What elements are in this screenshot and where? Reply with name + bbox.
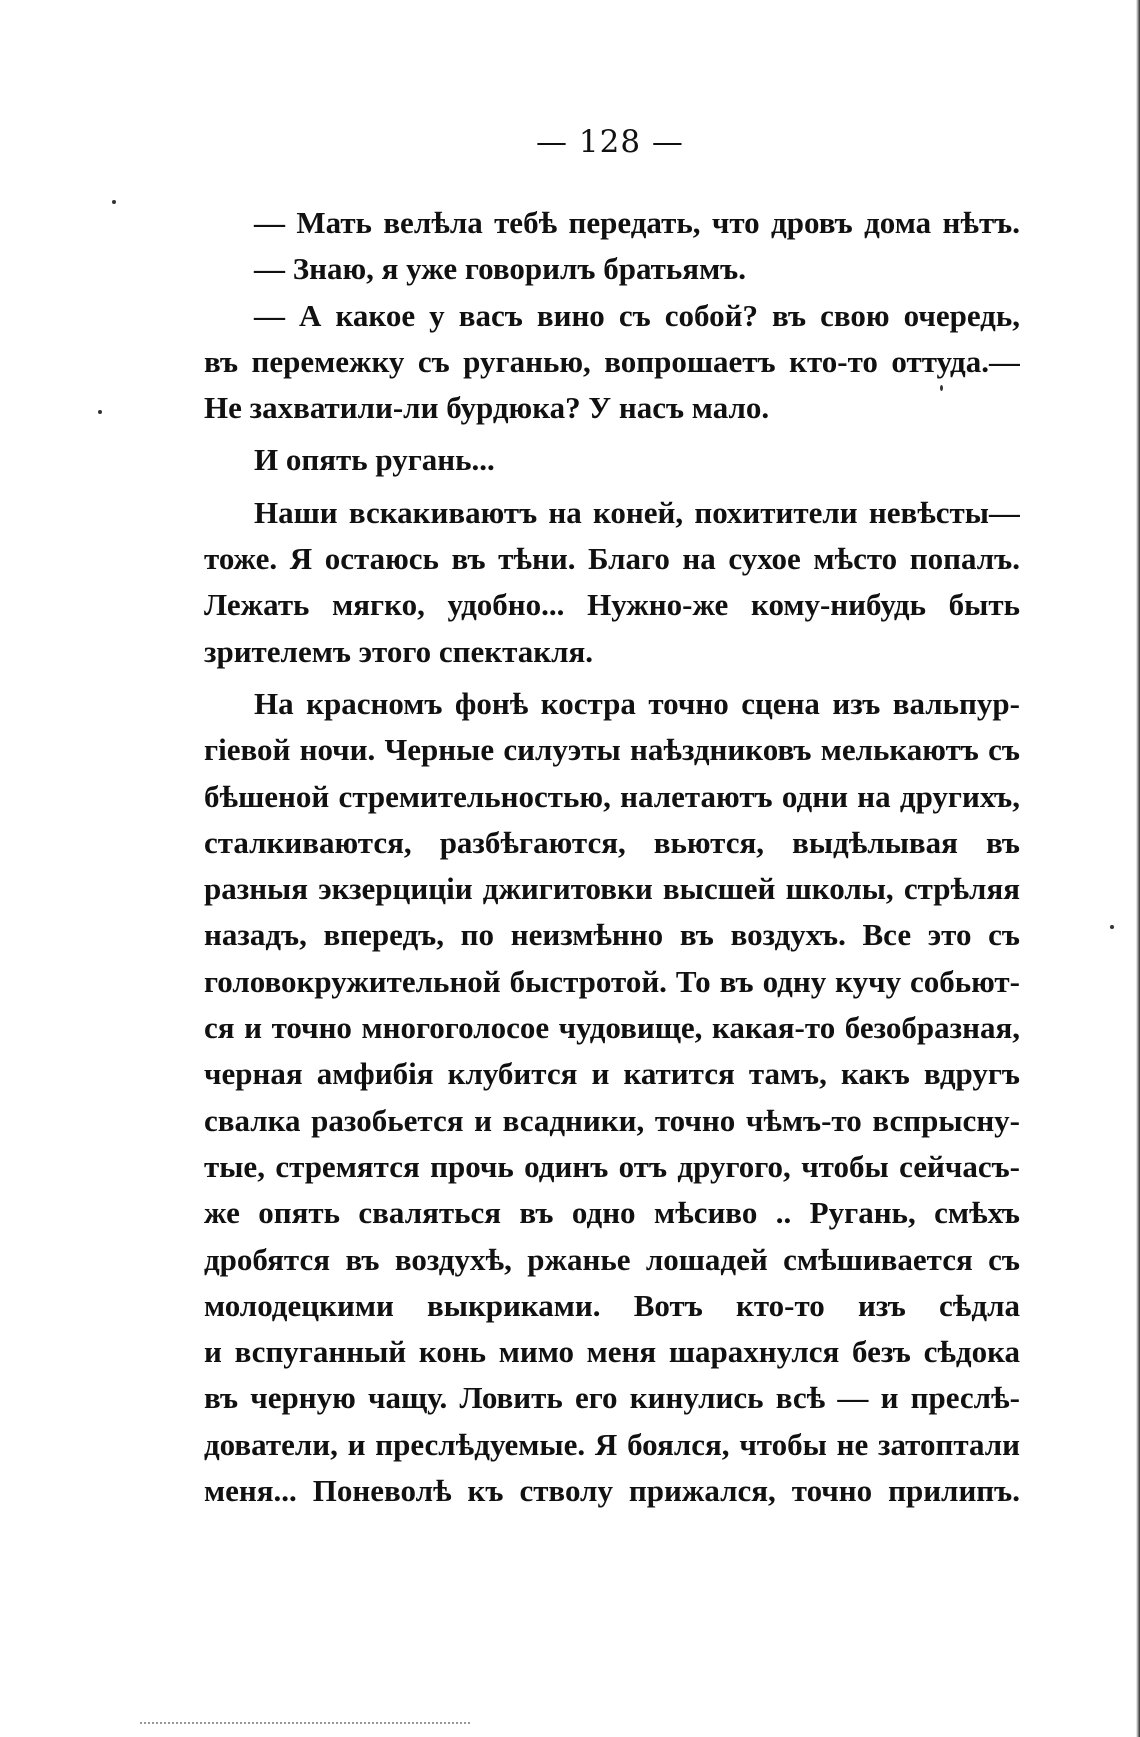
text-line: головокружительной быстротой. То въ одну кучу собьют- — [204, 963, 1020, 999]
text-line: И опять ругань... — [254, 442, 495, 478]
text-line: черная амфибія клубится и катится тамъ, какъ вдругъ — [204, 1056, 1020, 1092]
text-line: На красномъ фонѣ костра точно сцена изъ вальпур- — [254, 685, 1020, 721]
text-line: въ черную чащу. Ловить его кинулись всѣ — и преслѣ- — [204, 1380, 1020, 1416]
text-line: зрителемъ этого спектакля. — [204, 633, 594, 669]
text-line: и вспуганный конь мимо меня шарахнулся безъ сѣдока — [204, 1334, 1020, 1370]
text-line: — А какое у васъ вино съ собой? въ свою очередь, — [254, 297, 1020, 333]
body-text — [204, 200, 1020, 1514]
text-line: же опять сваляться въ одно мѣсиво .. Ругань, смѣхъ — [204, 1195, 1020, 1231]
scan-noise — [140, 1722, 470, 1728]
text-line: Наши вскакиваютъ на коней, похитители невѣсты— — [254, 494, 1020, 530]
text-line: тые, стремятся прочь одинъ отъ другого, чтобы сейчасъ- — [204, 1148, 1020, 1184]
text-line: дробятся въ воздухѣ, ржанье лошадей смѣшивается съ — [204, 1241, 1020, 1277]
text-line: гіевой ночи. Черные силуэты наѣздниковъ мелькаютъ съ — [204, 732, 1020, 768]
text-line: меня... Поневолѣ къ стволу прижался, точно прилипъ. — [204, 1473, 1020, 1509]
text-line: — Знаю, я уже говорилъ братьямъ. — [254, 251, 747, 287]
page-number: — 128 — — [536, 124, 684, 160]
print-speck — [112, 200, 116, 204]
text-line: назадъ, впередъ, по неизмѣнно въ воздухъ. Все это съ — [204, 917, 1020, 953]
text-line: сталкиваются, разбѣгаются, вьются, выдѣлывая въ — [204, 824, 1020, 860]
print-speck — [940, 385, 943, 391]
text-line: Лежать мягко, удобно... Нужно-же кому-нибудь быть — [204, 587, 1020, 623]
print-speck — [1110, 925, 1114, 929]
text-line: дователи, и преслѣдуемые. Я боялся, чтобы не затоптали — [204, 1426, 1020, 1462]
text-line: свалка разобьется и всадники, точно чѣмъ-то вспрысну- — [204, 1102, 1020, 1138]
text-line: бѣшеной стремительностью, налетаютъ одни на другихъ, — [204, 778, 1020, 814]
text-line: въ перемежку съ руганью, вопрошаетъ кто-то оттуда.— — [204, 343, 1020, 379]
print-speck — [98, 410, 102, 414]
text-line: Не захватили-ли бурдюка? У насъ мало. — [204, 390, 770, 426]
text-line: ся и точно многоголосое чудовище, какая-то безобразная, — [204, 1010, 1020, 1046]
page-edge-shadow — [1136, 0, 1140, 1737]
text-line: молодецкими выкриками. Вотъ кто-то изъ сѣдла — [204, 1287, 1020, 1323]
text-line: тоже. Я остаюсь въ тѣни. Благо на сухое мѣсто попалъ. — [204, 541, 1020, 577]
text-line: разныя экзерциціи джигитовки высшей школы, стрѣляя — [204, 871, 1020, 907]
text-line: — Мать велѣла тебѣ передать, что дровъ дома нѣтъ. — [254, 205, 1020, 240]
